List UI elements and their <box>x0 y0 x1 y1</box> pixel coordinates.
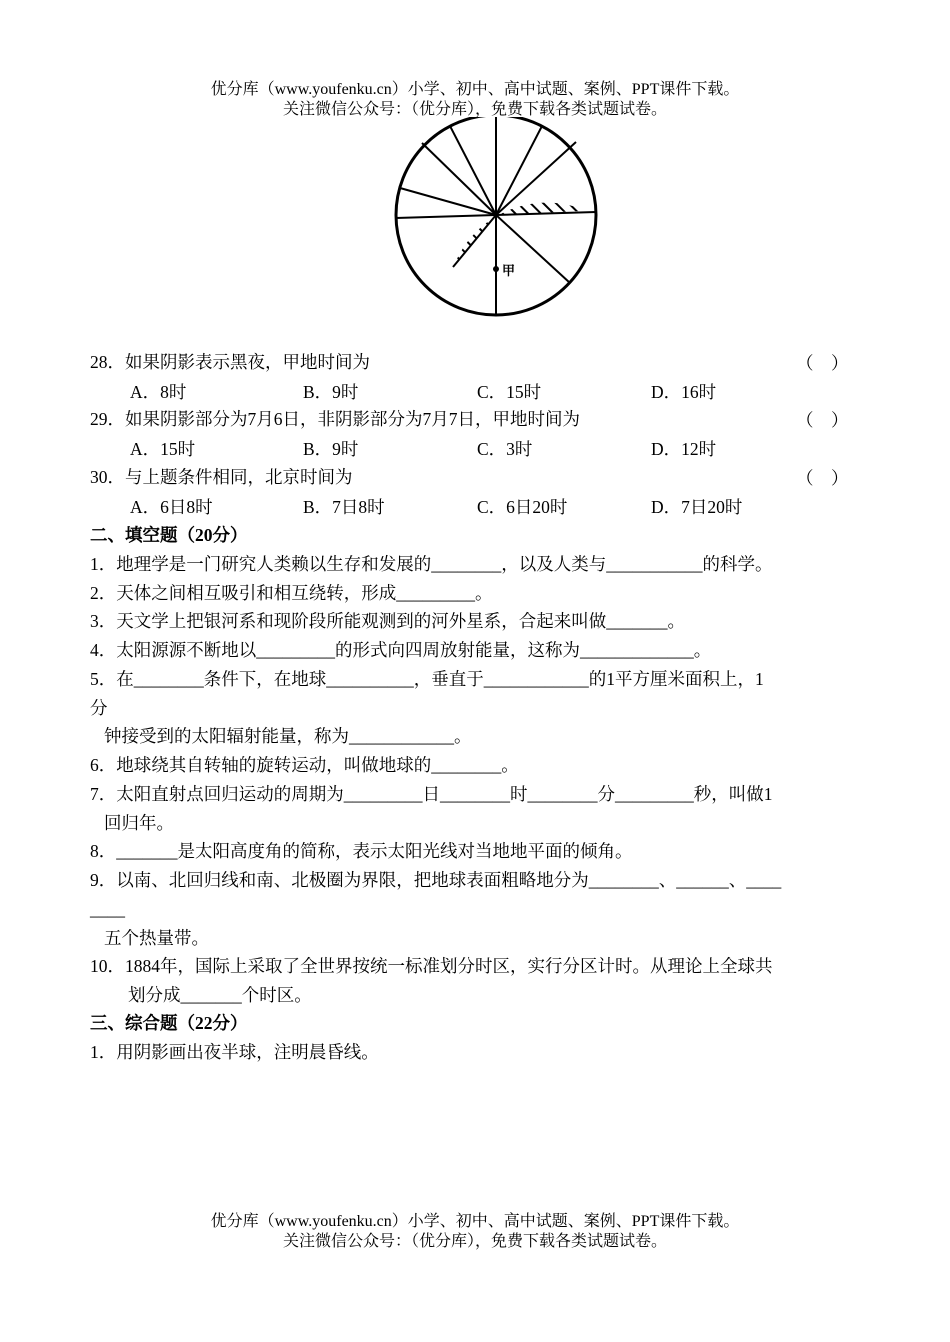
section-2-title: 二、填空题（20分） <box>90 525 248 545</box>
fill-line-2: 2．天体之间相互吸引和相互绕转，形成_________。 <box>90 583 493 603</box>
q29-option-b: B．9时 <box>303 439 359 459</box>
footer-line-1: 优分库（www.youfenku.cn）小学、初中、高中试题、案例、PPT课件下载。 <box>210 1213 740 1230</box>
answer-paren-30: （ ） <box>796 468 849 488</box>
question-29: 29．如果阴影部分为7月6日，非阴影部分为7月7日，甲地时间为 <box>90 409 580 429</box>
point-jia-dot <box>493 266 499 272</box>
q28-option-d: D．16时 <box>651 382 717 402</box>
q28-option-a: A．8时 <box>130 382 187 402</box>
fill-line-5-wrap: 分 <box>90 698 108 718</box>
answer-paren-29: （ ） <box>796 410 849 430</box>
question-28: 28．如果阴影表示黑夜，甲地时间为 <box>90 352 370 372</box>
q28-option-c: C．15时 <box>477 382 542 402</box>
fill-line-10: 10．1884年，国际上采取了全世界按统一标准划分时区，实行分区计时。从理论上全球共 <box>90 956 773 976</box>
q29-option-c: C．3时 <box>477 439 533 459</box>
fill-line-9-wrap: ____ <box>90 899 125 919</box>
question-30: 30．与上题条件相同，北京时间为 <box>90 467 353 487</box>
q28-option-b: B．9时 <box>303 382 359 402</box>
header-line-2: 关注微信公众号：（优分库），免费下载各类试题试卷。 <box>282 101 667 118</box>
q30-option-d: D．7日20时 <box>651 497 743 517</box>
fill-line-10-cont: 划分成_______个时区。 <box>128 985 312 1005</box>
fill-line-7-cont: 回归年。 <box>104 813 174 833</box>
q29-option-d: D．12时 <box>651 439 717 459</box>
q30-option-c: C．6日20时 <box>477 497 568 517</box>
fill-line-7: 7．太阳直射点回归运动的周期为_________日________时________分_________秒，叫做1 <box>90 784 773 804</box>
fill-line-9: 9．以南、北回归线和南、北极圈为界限，把地球表面粗略地分为________、______、____ <box>90 870 782 890</box>
section-3-title: 三、综合题（22分） <box>90 1013 248 1033</box>
polar-clock-figure <box>392 117 602 321</box>
fill-line-9-cont: 五个热量带。 <box>104 928 209 948</box>
fill-line-5-cont: 钟接受到的太阳辐射能量，称为____________。 <box>104 726 472 746</box>
q29-option-a: A．15时 <box>130 439 196 459</box>
header-line-1: 优分库（www.youfenku.cn）小学、初中、高中试题、案例、PPT课件下载。 <box>210 81 740 98</box>
fill-line-4: 4．太阳源源不断地以_________的形式向四周放射能量，这称为_____________。 <box>90 640 712 660</box>
fill-line-3: 3．天文学上把银河系和现阶段所能观测到的河外星系，合起来叫做_______。 <box>90 611 685 631</box>
fill-line-5: 5．在________条件下，在地球__________，垂直于____________的1平方厘米面积上，1 <box>90 669 764 689</box>
answer-paren-28: （ ） <box>796 353 849 373</box>
q30-option-a: A．6日8时 <box>130 497 213 517</box>
fill-line-6: 6．地球绕其自转轴的旋转运动，叫做地球的________。 <box>90 755 519 775</box>
fill-line-8: 8．_______是太阳高度角的简称，表示太阳光线对当地地平面的倾角。 <box>90 841 633 861</box>
fill-line-1: 1．地理学是一门研究人类赖以生存和发展的________，以及人类与___________的科学。 <box>90 554 773 574</box>
point-jia-label: 甲 <box>502 264 516 279</box>
comprehensive-q1: 1．用阴影画出夜半球，注明晨昏线。 <box>90 1042 379 1062</box>
footer-line-2: 关注微信公众号：（优分库），免费下载各类试题试卷。 <box>282 1233 667 1250</box>
q30-option-b: B．7日8时 <box>303 497 385 517</box>
